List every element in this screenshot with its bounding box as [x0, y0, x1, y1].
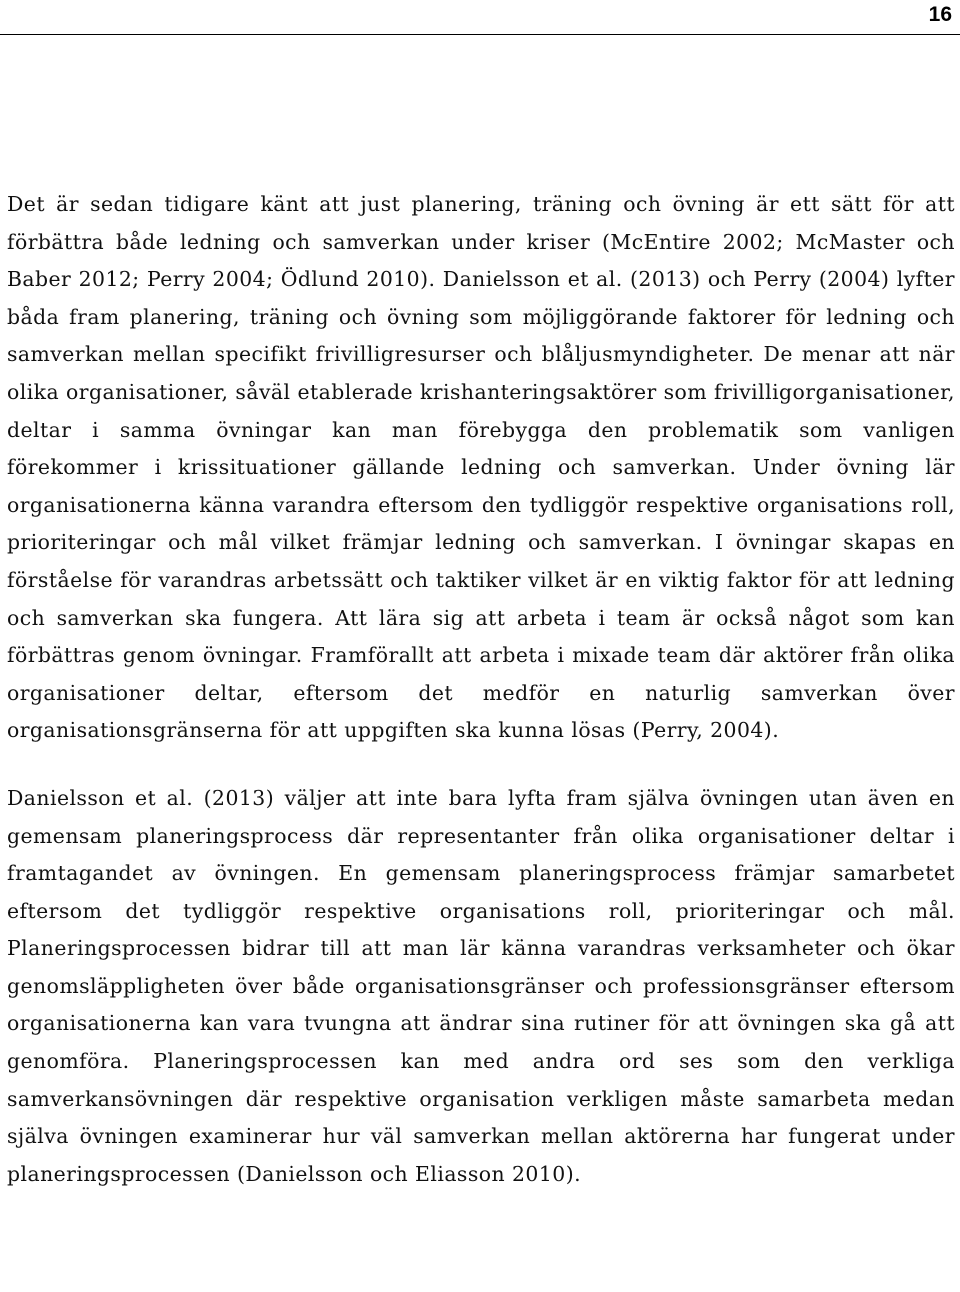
page-number: 16 [928, 3, 952, 26]
paragraph-joint-planning-process: Danielsson et al. (2013) väljer att inte bara lyfta fram själva övningen utan även en gemensam planeringsprocess där representanter från olika organisationer deltar i framtagandet av övningen. En gemensam planeringsprocess främjar samarbetet eftersom det tydliggör respektive organisations roll, prioriteringar och mål. Planeringsprocessen bidrar till att man lär känna varandras verksamheter och ökar genomsläppligheten över både organisationsgränser och professionsgränser eftersom organisationerna kan vara tvungna att ändrar sina rutiner för att övningen ska gå att genomföra. Planeringsprocessen kan med andra ord ses som den verkliga samverkansövningen där respektive organisation verkligen måste samarbeta medan själva övningen examinerar hur väl samverkan mellan aktörerna har fungerat under planeringsprocessen (Danielsson och Eliasson 2010). [7, 785, 955, 1186]
paragraph-planning-training: Det är sedan tidigare känt att just planering, träning och övning är ett sätt för att förbättra både ledning och samverkan under kriser (McEntire 2002; McMaster och Baber 2012; Perry 2004; Ödlund 2010). Danielsson et al. (2013) och Perry (2004) lyfter båda fram planering, träning och övning som möjliggörande faktorer för ledning och samverkan mellan specifikt frivilligresurser och blåljusmyndigheter. De menar att när olika organisationer, såväl etablerade krishanteringsaktörer som frivilligorganisationer, deltar i samma övningar kan man förebygga den problematik som vanligen förekommer i krissituationer gällande ledning och samverkan. Under övning lär organisationerna känna varandra eftersom den tydliggör respektive organisations roll, prioriteringar och mål vilket främjar ledning och samverkan. I övningar skapas en förståelse för varandras arbetssätt och taktiker vilket är en viktig faktor för att ledning och samverkan ska fungera. Att lära sig att arbeta i team är också något som kan förbättras genom övningar. Framförallt att arbeta i mixade team där aktörer från olika organisationer deltar, eftersom det medför en naturlig samverkan över organisationsgränserna för att uppgiften ska kunna lösas (Perry, 2004). [7, 192, 955, 743]
body-text [7, 186, 955, 1193]
header-rule [0, 34, 960, 35]
